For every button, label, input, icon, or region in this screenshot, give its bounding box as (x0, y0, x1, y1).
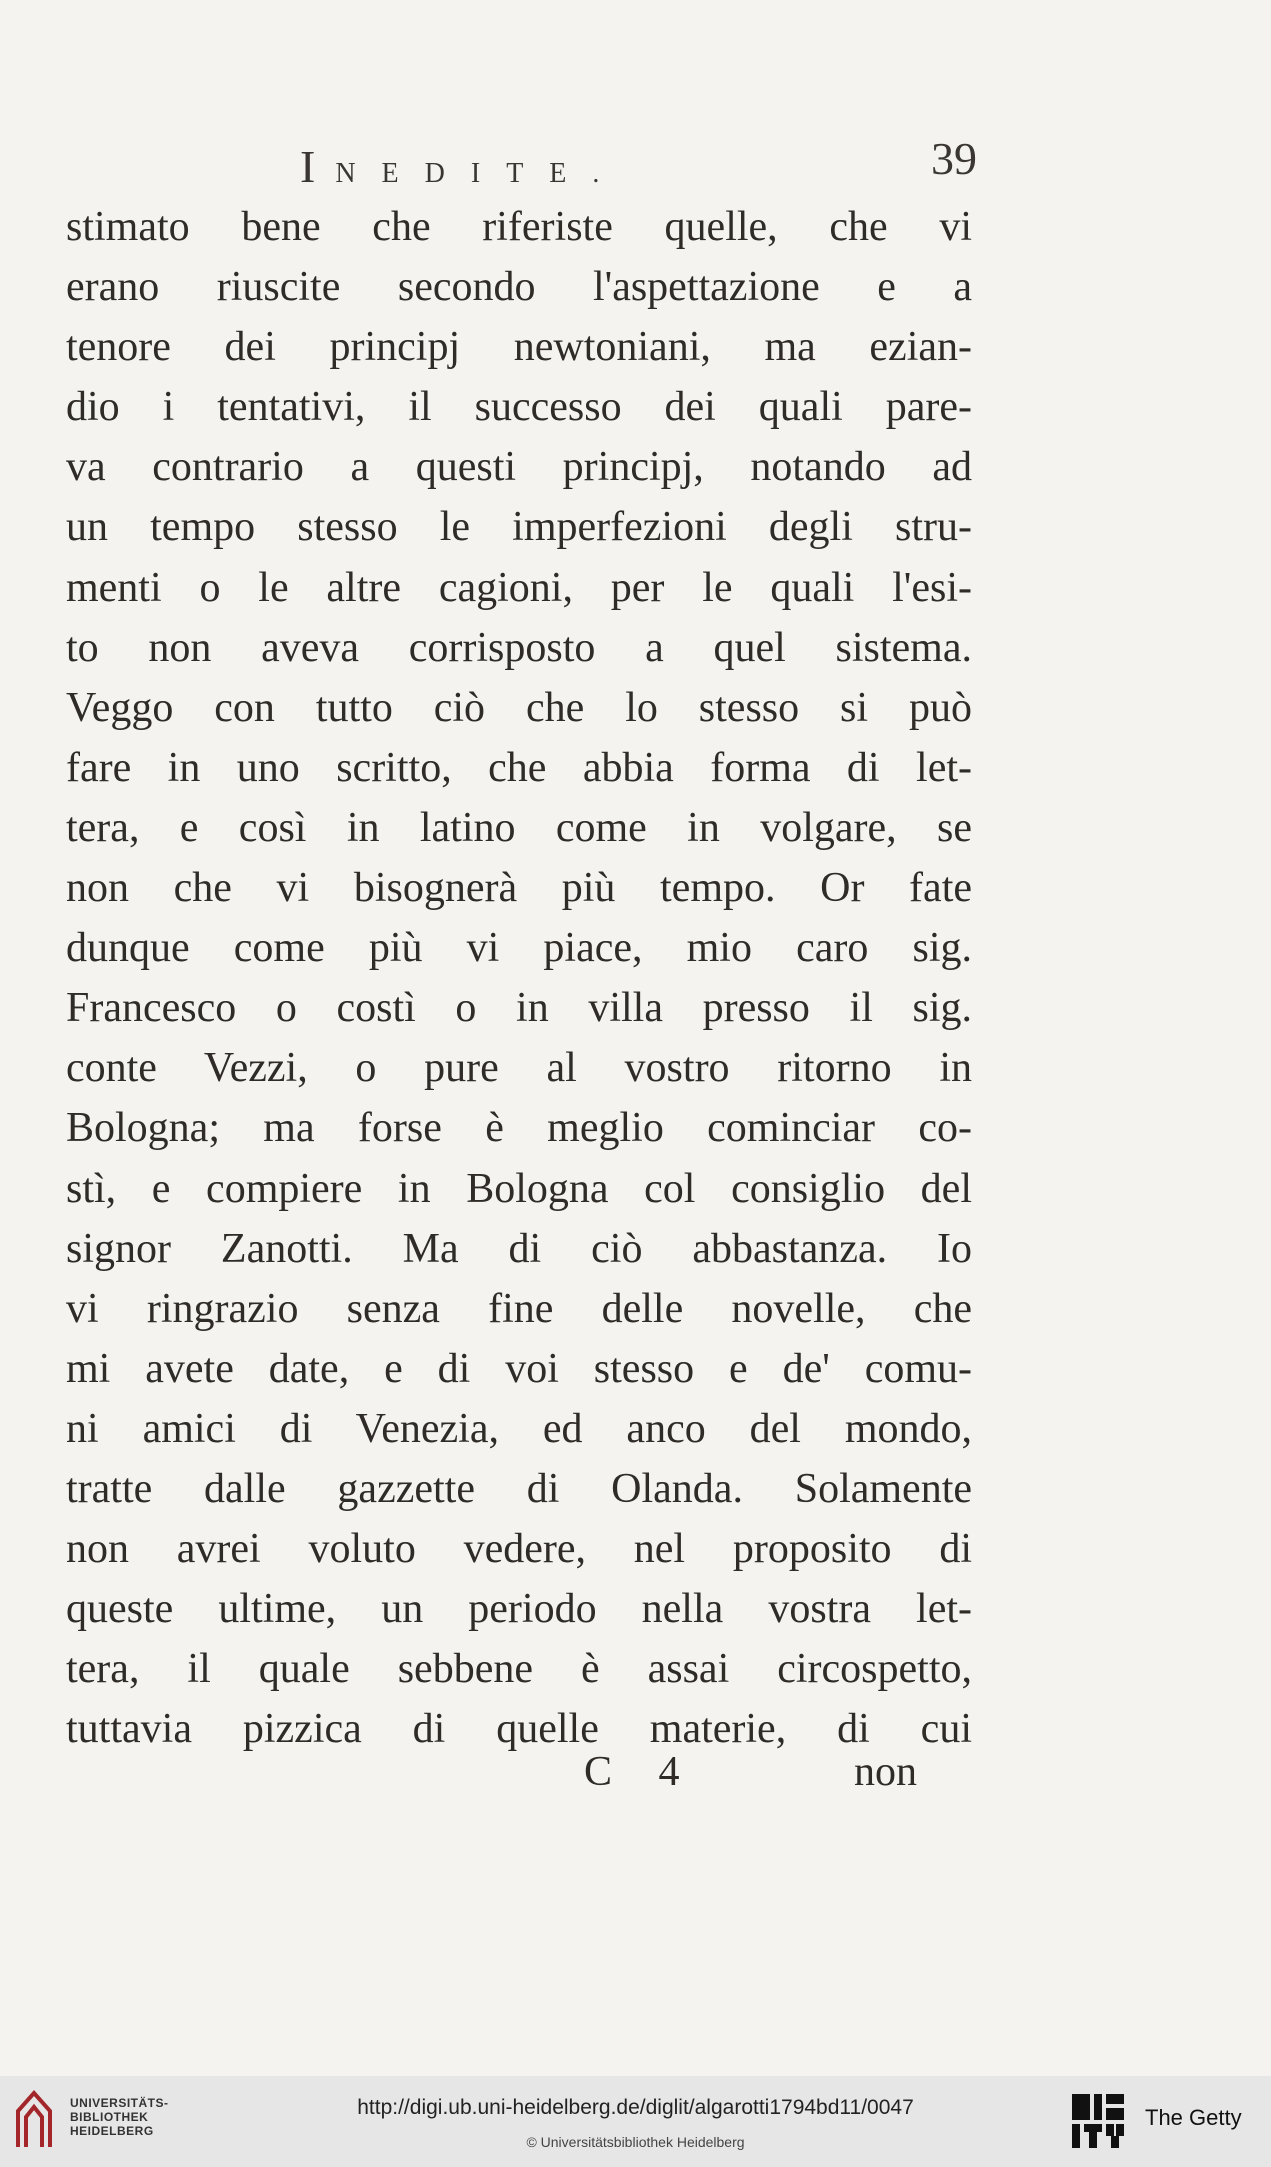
text-line: mi avete date, e di voi stesso e de' comu- (66, 1345, 972, 1392)
text-line: tera, e così in latino come in volgare, se (66, 804, 972, 851)
text-line: Veggo con tutto ciò che lo stesso si può (66, 684, 972, 731)
permalink-url[interactable]: http://digi.ub.uni-heidelberg.de/diglit/algarotti1794bd11/0047 (357, 2096, 914, 2119)
text-line: un tempo stesso le imperfezioni degli stru- (66, 504, 972, 551)
text-line: tenore dei principj newtoniani, ma ezian- (66, 324, 972, 371)
signature-mark: C 4 (584, 1749, 698, 1795)
running-title-rest: NEDITE. (335, 158, 626, 189)
viewer-footer (0, 2076, 1271, 2167)
text-line: Bologna; ma forse è meglio cominciar co- (66, 1105, 972, 1152)
text-line: to non aveva corrisposto a quel sistema. (66, 624, 972, 671)
library-name: UNIVERSITÄTS- BIBLIOTHEK HEIDELBERG (70, 2096, 169, 2138)
text-line: menti o le altre cagioni, per le quali l'esi- (66, 564, 972, 611)
text-line: conte Vezzi, o pure al vostro ritorno in (66, 1045, 972, 1092)
page-number: 39 (931, 133, 977, 184)
text-line: dio i tentativi, il successo dei quali pare- (66, 384, 972, 431)
text-line: non avrei voluto vedere, nel proposito di (66, 1526, 972, 1573)
text-line: ni amici di Venezia, ed anco del mondo, (66, 1405, 972, 1452)
text-line: non che vi bisognerà più tempo. Or fate (66, 865, 972, 912)
text-line: tratte dalle gazzette di Olanda. Solamente (66, 1465, 972, 1512)
catchword: non (854, 1749, 917, 1795)
text-line: stì, e compiere in Bologna col consiglio del (66, 1165, 972, 1212)
text-line: tuttavia pizzica di quelle materie, di cui (66, 1706, 972, 1753)
text-line: queste ultime, un periodo nella vostra let- (66, 1586, 972, 1633)
running-title-initial: I (300, 141, 336, 192)
text-line: stimato bene che riferiste quelle, che vi (66, 204, 972, 250)
text-line: fare in uno scritto, che abbia forma di let- (66, 744, 972, 791)
signature-line (0, 1748, 1271, 1808)
body-text (66, 197, 972, 1759)
getty-logo-icon (1070, 2092, 1126, 2150)
copyright-notice: © Universitätsbibliothek Heidelberg (526, 2134, 745, 2150)
text-line: vi ringrazio senza fine delle novelle, che (66, 1285, 972, 1332)
text-line: signor Zanotti. Ma di ciò abbastanza. Io (66, 1225, 972, 1272)
running-title (300, 140, 625, 193)
running-head (300, 132, 977, 192)
text-line: va contrario a questi principj, notando ad (66, 444, 972, 491)
getty-name: The Getty (1145, 2105, 1242, 2130)
text-line: dunque come più vi piace, mio caro sig. (66, 925, 972, 972)
text-line: erano riuscite secondo l'aspettazione e a (66, 264, 972, 311)
text-line: tera, il quale sebbene è assai circospetto, (66, 1646, 972, 1693)
text-line: Francesco o costì o in villa presso il sig. (66, 985, 972, 1032)
